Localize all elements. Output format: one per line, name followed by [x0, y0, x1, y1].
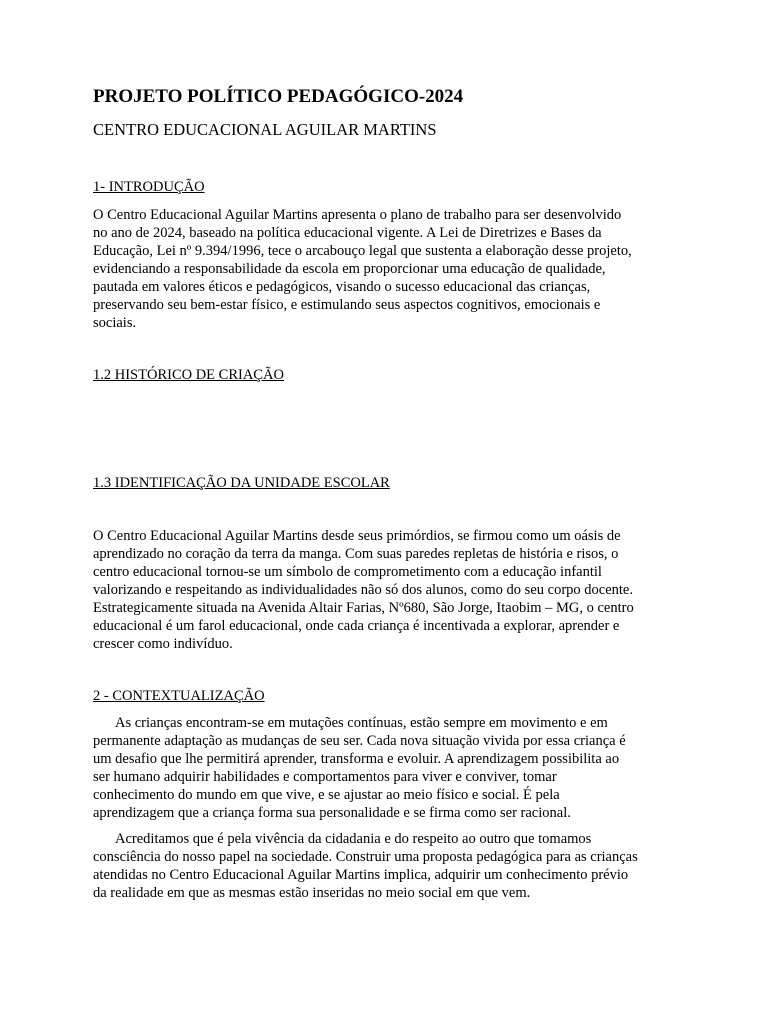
text-line: O Centro Educacional Aguilar Martins apresenta o plano de trabalho para ser desenvolvido [93, 207, 622, 223]
text-line: sociais. [93, 315, 137, 331]
document-title: PROJETO POLÍTICO PEDAGÓGICO-2024 [93, 86, 464, 107]
text-line: permanente adaptação as mudanças de seu ser. Cada nova situação vivida por essa criança é [93, 733, 626, 749]
paragraph-introducao [93, 206, 693, 332]
text-line: pautada em valores éticos e pedagógicos, visando o sucesso educacional das crianças, [93, 279, 591, 295]
text-line: centro educacional tornou-se um símbolo de comprometimento com a educação infantil [93, 564, 602, 580]
heading-introducao: 1- INTRODUÇÃO [93, 179, 205, 195]
text-line: conhecimento do mundo em que vive, e se ajustar ao meio físico e social. É pela [93, 787, 560, 803]
text-line: crescer como indivíduo. [93, 636, 233, 652]
paragraph-identificacao [93, 527, 693, 653]
document-subtitle: CENTRO EDUCACIONAL AGUILAR MARTINS [93, 120, 437, 139]
heading-identificacao: 1.3 IDENTIFICAÇÃO DA UNIDADE ESCOLAR [93, 475, 390, 491]
text-line: As crianças encontram-se em mutações contínuas, estão sempre em movimento e em [115, 715, 608, 731]
paragraph-contextualizacao-2 [93, 830, 693, 902]
text-line: preservando seu bem-estar físico, e estimulando seus aspectos cognitivos, emocionais e [93, 297, 601, 313]
text-line: educacional é um farol educacional, onde cada criança é incentivada a explorar, aprender e [93, 618, 620, 634]
text-line: Educação, Lei nº 9.394/1996, tece o arcabouço legal que sustenta a elaboração desse projeto, [93, 243, 632, 259]
text-line: ser humano adquirir habilidades e comportamentos para viver e conviver, tomar [93, 769, 557, 785]
text-line: um desafio que lhe permitirá aprender, transforma e evoluir. A aprendizagem possibilita ao [93, 751, 620, 767]
text-line: Estrategicamente situada na Avenida Altair Farias, Nº680, São Jorge, Itaobim – MG, o centro [93, 600, 634, 616]
text-line: O Centro Educacional Aguilar Martins desde seus primórdios, se firmou como um oásis de [93, 528, 621, 544]
text-line: no ano de 2024, baseado na política educacional vigente. A Lei de Diretrizes e Bases da [93, 225, 602, 241]
heading-historico: 1.2 HISTÓRICO DE CRIAÇÃO [93, 367, 284, 383]
text-line: aprendizagem que a criança forma sua personalidade e se firma como ser racional. [93, 805, 571, 821]
text-line: consciência do nosso papel na sociedade. Construir uma proposta pedagógica para as crianças [93, 849, 638, 865]
paragraph-contextualizacao-1 [93, 714, 693, 822]
text-line: valorizando e respeitando as individualidades não só dos alunos, como do seu corpo docente. [93, 582, 633, 598]
text-line: evidenciando a responsabilidade da escola em proporcionar uma educação de qualidade, [93, 261, 606, 277]
text-line: atendidas no Centro Educacional Aguilar Martins implica, adquirir um conhecimento prévio [93, 867, 629, 883]
text-line: da realidade em que as mesmas estão inseridas no meio social em que vem. [93, 885, 531, 901]
text-line: Acreditamos que é pela vivência da cidadania e do respeito ao outro que tomamos [115, 831, 592, 847]
heading-contextualizacao: 2 - CONTEXTUALIZAÇÃO [93, 688, 265, 704]
text-line: aprendizado no coração da terra da manga. Com suas paredes repletas de história e risos, o [93, 546, 619, 562]
